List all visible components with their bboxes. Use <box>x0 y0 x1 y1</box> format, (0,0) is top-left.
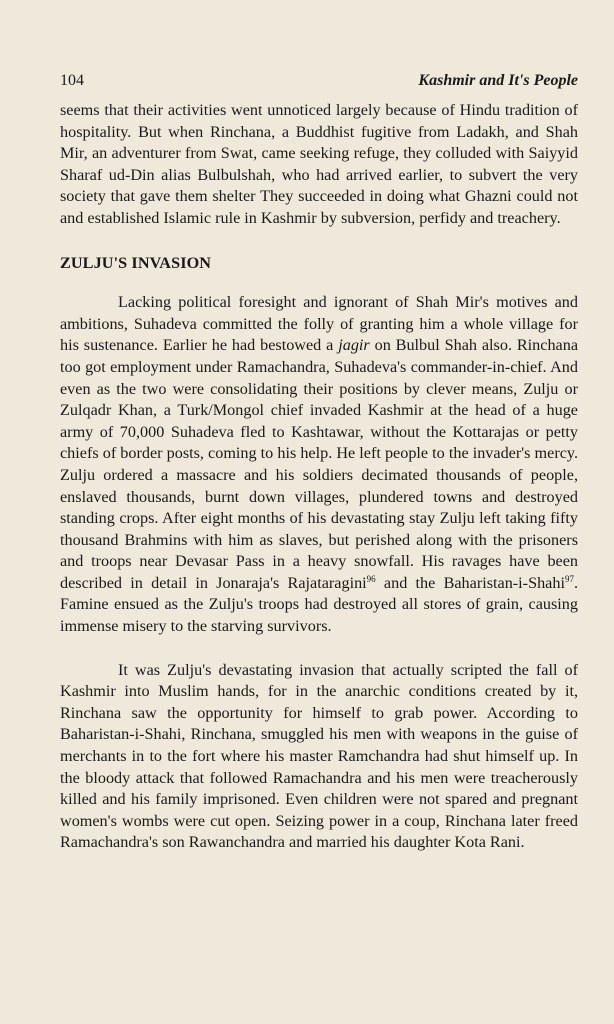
section-heading: ZULJU'S INVASION <box>60 253 212 272</box>
running-title: Kashmir and It's People <box>418 72 578 89</box>
page-number: 104 <box>60 72 84 89</box>
italic-term: jagir <box>338 336 370 355</box>
paragraph-text: . Famine ensued as the Zulju's troops had destroyed all stores of grain, causing immense misery to the starving survivors. <box>60 573 578 636</box>
footnote-marker: 96 <box>366 573 376 584</box>
running-head <box>60 72 578 96</box>
paragraph-text: on Bulbul Shah also. Rinchana too got employment under Ramachandra, Suhadeva's commander-in-chief. And even as the two were consolidating their positions by clever means, Zulju or Zulqadr Khan, a Turk/Mongol chief invaded Kashmir at the head of a huge army of 70,000 Suhadeva fled to Kashtawar, without the Kottarajas or petty chiefs of border posts, coming to his help. He left people to the invader's mercy. Zulju ordered a massacre and his soldiers decimated thousands of people, enslaved thousands, burnt down villages, plundered towns and destroyed standing crops. After eight months of his devastating stay Zulju left taking fifty thousand Brahmins with him as slaves, but perished along with the prisoners and troops near Devasar Pass in a heavy snowfall. His ravages have been described in detail in Jonaraja's Rajataragini <box>60 336 579 592</box>
paragraph-text: Lacking political foresight and ignorant of Shah Mir's motives and ambitions, Suhadeva committed the folly of granting him a whole village for his sustenance. Earlier he had bestowed a <box>60 293 578 355</box>
paragraph-continued: seems that their activities went unnoticed largely because of Hindu tradition of hospitality. But when Rinchana, a Buddhist fugitive from Ladakh, and Shah Mir, an adventurer from Swat, came seeking refuge, they colluded with Saiyyid Sharaf ud-Din alias Bulbulshah, who had arrived earlier, to subvert the very society that gave them shelter They succeeded in doing what Ghazni could not and established Islamic rule in Kashmir by subversion, perfidy and treachery. <box>60 101 578 227</box>
paragraph-text: and the Baharistan-i-Shahi <box>375 573 565 592</box>
paragraph-zulju-invasion <box>60 292 578 638</box>
body-text <box>60 100 578 854</box>
footnote-marker: 97 <box>564 573 574 584</box>
paragraph-rinchana-coup: It was Zulju's devastating invasion that actually scripted the fall of Kashmir into Muslim hands, for in the anarchic conditions created by it, Rinchana saw the opportunity for himself to grab power. According to Baharistan-i-Shahi, Rinchana, smuggled his men with weapons in the guise of merchants in to the fort where his master Ramchandra had shut himself up. In the bloody attack that followed Ramachandra and his men were treacherously killed and his family imprisoned. Even children were not spared and pregnant women's wombs were cut open. Seizing power in a coup, Rinchana later freed Ramachandra's son Rawanchandra and married his daughter Kota Rani. <box>60 660 578 852</box>
